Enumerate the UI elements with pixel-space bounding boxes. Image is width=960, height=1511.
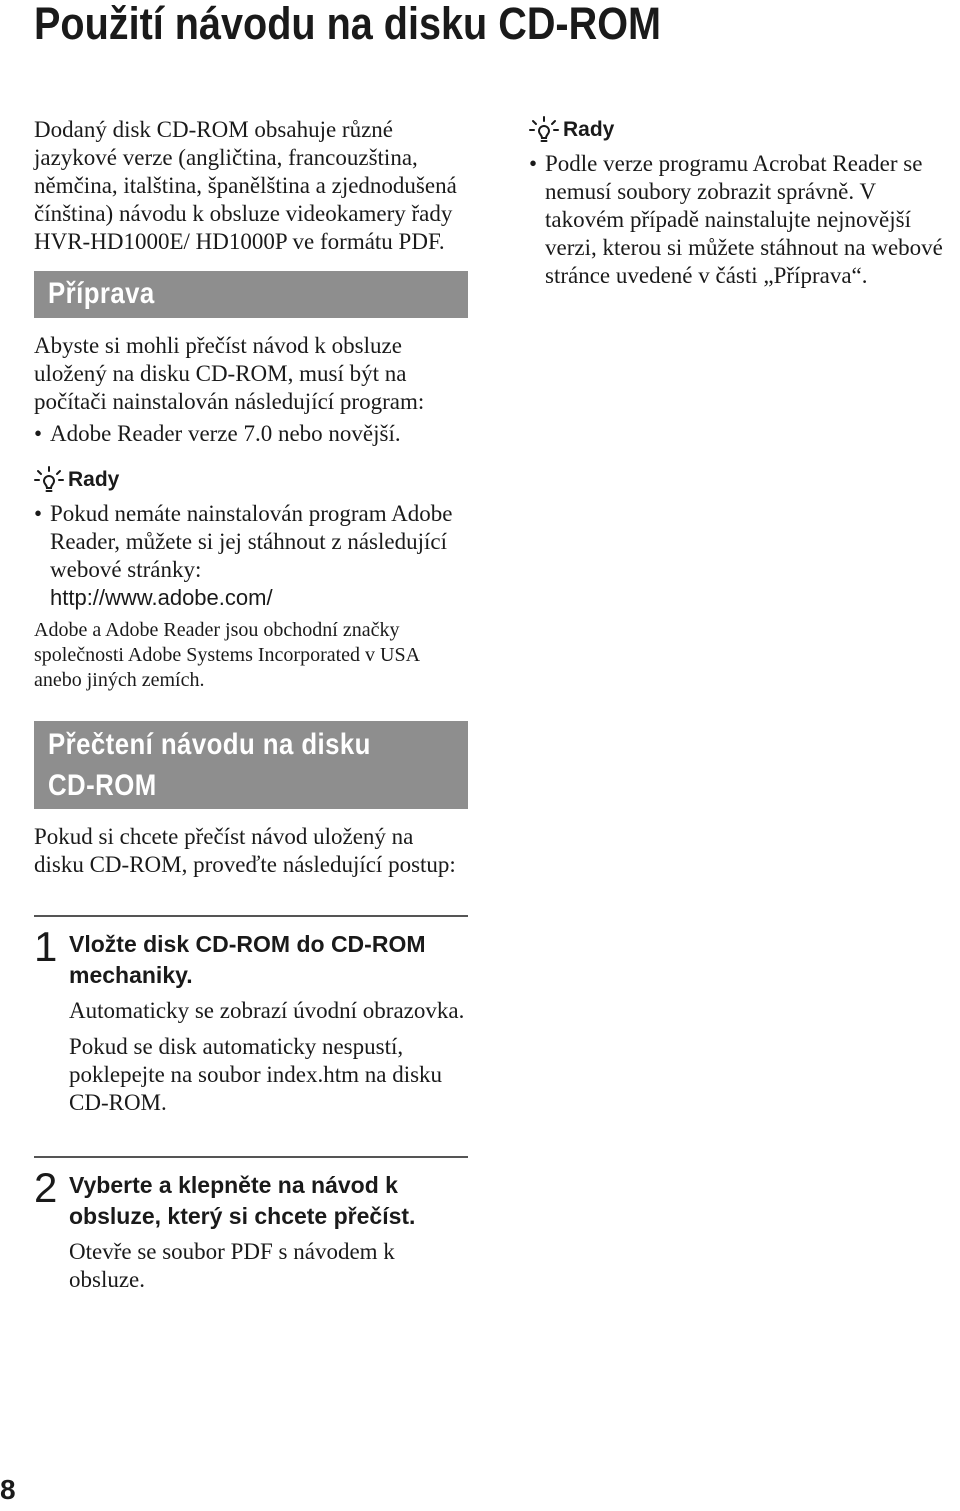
step-body	[69, 1164, 468, 1294]
right-column	[529, 116, 960, 290]
step-1	[34, 923, 468, 1117]
step-divider	[34, 915, 468, 917]
trademark-note: Adobe a Adobe Reader jsou obchodní značky společnosti Adobe Systems Incorporated v USA anebo jiných zemích.	[34, 619, 419, 691]
section-heading-precteni	[34, 721, 468, 809]
step-number: 1	[34, 923, 58, 970]
left-column	[34, 116, 468, 1294]
adobe-url-link[interactable]: http://www.adobe.com/	[50, 585, 273, 610]
tips-bullet: • Podle verze programu Acrobat Reader se nemusí soubory zobrazit správně. V takovém případě nainstalujte nejnovější verzi, kterou si můžete stáhnout na webové stránce uvedené v části „Příprava“.	[529, 150, 960, 290]
section-heading-label: Příprava	[48, 277, 155, 310]
step-divider	[34, 1156, 468, 1158]
step-2	[34, 1164, 468, 1294]
tips-heading	[529, 116, 960, 144]
page-number: 8	[0, 1474, 16, 1505]
tips-label: Rady	[563, 118, 615, 141]
step-number: 2	[34, 1164, 58, 1211]
page-title: Použití návodu na disku CD-ROM	[34, 0, 662, 49]
step-text: Pokud se disk automaticky nespustí, poklepejte na soubor index.htm na disku CD-ROM.	[69, 1034, 443, 1115]
lightbulb-icon	[529, 116, 559, 144]
step-title: Vložte disk CD-ROM do CD-ROM mechaniky.	[69, 931, 426, 988]
priprava-bullet: • Adobe Reader verze 7.0 nebo novější.	[34, 420, 468, 448]
tips-heading	[34, 466, 468, 494]
priprava-text: Abyste si mohli přečíst návod k obsluze uložený na disku CD-ROM, musí být na počítači nainstalován následující program:	[34, 333, 425, 414]
step-body	[69, 923, 468, 1117]
section-heading-label: Přečtení návodu na disku CD-ROM	[48, 728, 371, 802]
tips-bullet-text: Pokud nemáte nainstalován program Adobe Reader, můžete si jej stáhnout z následující webové stránky:	[50, 501, 453, 582]
section-heading-priprava	[34, 271, 468, 318]
precteni-text: Pokud si chcete přečíst návod uložený na disku CD-ROM, proveďte následující postup:	[34, 824, 456, 877]
step-text: Automaticky se zobrazí úvodní obrazovka.	[69, 998, 465, 1023]
tips-label: Rady	[68, 468, 120, 491]
step-text: Otevře se soubor PDF s návodem k obsluze.	[69, 1239, 395, 1292]
tips-bullet	[34, 500, 468, 612]
intro-text: Dodaný disk CD-ROM obsahuje různé jazykové verze (angličtina, francouzština, němčina, italština, španělština a zjednodušená čínština) návodu k obsluze videokamery řady HVR-HD1000E/ HD1000P ve formátu PDF.	[34, 117, 457, 254]
lightbulb-icon	[34, 466, 64, 494]
step-title: Vyberte a klepněte na návod k obsluze, který si chcete přečíst.	[69, 1172, 416, 1229]
